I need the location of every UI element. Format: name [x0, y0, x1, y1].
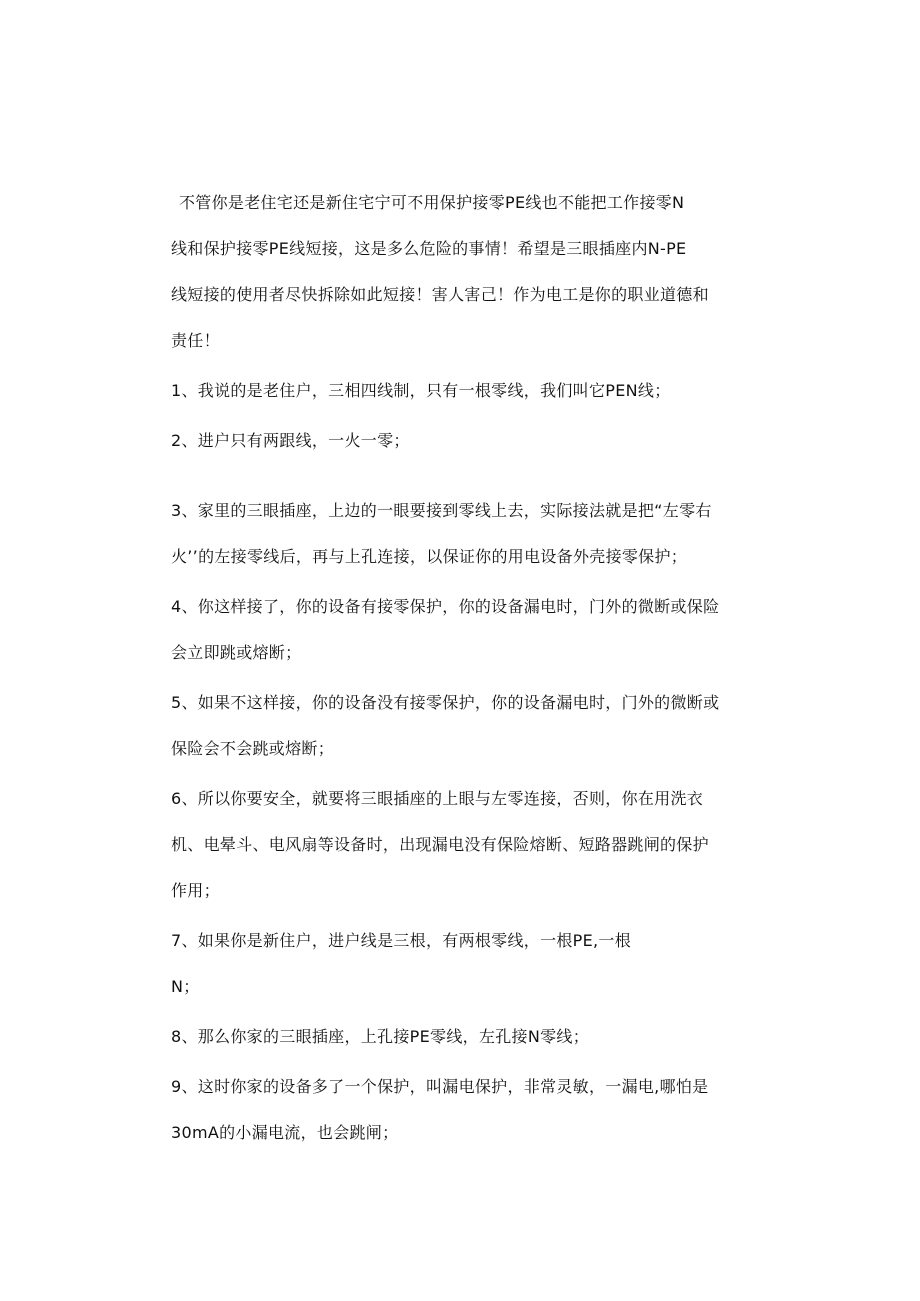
list-item-line: 会立即跳或熔断；: [171, 643, 302, 662]
list-item-line: 作用；: [171, 881, 220, 900]
document-body: [171, 180, 743, 1156]
list-item-line: N；: [171, 977, 200, 996]
list-item-line: 4、你这样接了，你的设备有接零保护，你的设备漏电时，门外的微断或保险: [171, 597, 720, 616]
list-item-line: 9、这时你家的设备多了一个保护，叫漏电保护，非常灵敏，一漏电,哪怕是: [171, 1077, 709, 1096]
list-item-line: 火’’的左接零线后，再与上孔连接，以保证你的用电设备外壳接零保护；: [171, 547, 688, 566]
list-item-line: 7、如果你是新住户，进户线是三根，有两根零线，一根PE,一根: [171, 931, 632, 950]
list-item-line: 2、进户只有两跟线，一火一零；: [171, 431, 410, 450]
intro-line: 不管你是老住宅还是新住宅宁可不用保护接零PE线也不能把工作接零N: [179, 193, 685, 212]
list-item-3: [171, 488, 743, 580]
list-item-line: 3、家里的三眼插座，上边的一眼要接到零线上去，实际接法就是把“左零右: [171, 501, 712, 520]
intro-line: 责任！: [171, 331, 220, 350]
list-item-2: [171, 418, 743, 464]
list-item-5: [171, 680, 743, 772]
list-item-line: 保险会不会跳或熔断；: [171, 739, 335, 758]
list-item-8: [171, 1014, 743, 1060]
intro-line: 线短接的使用者尽快拆除如此短接！害人害己！作为电工是你的职业道德和: [171, 285, 709, 304]
list-item-line: 6、所以你要安全，就要将三眼插座的上眼与左零连接，否则，你在用洗衣: [171, 789, 704, 808]
list-item-line: 8、那么你家的三眼插座，上孔接PE零线，左孔接N零线；: [171, 1027, 590, 1046]
list-item-line: 1、我说的是老住户，三相四线制，只有一根零线，我们叫它PEN线；: [171, 381, 671, 400]
list-item-1: [171, 368, 743, 414]
intro-paragraph: [171, 180, 743, 364]
list-item-7: [171, 918, 743, 1010]
list-item-line: 30mA的小漏电流，也会跳闸；: [171, 1123, 399, 1142]
list-item-4: [171, 584, 743, 676]
list-item-9: [171, 1064, 743, 1156]
list-item-6: [171, 776, 743, 914]
list-item-line: 机、电晕斗、电风扇等设备时，出现漏电没有保险熔断、短路器跳闸的保护: [171, 835, 709, 854]
list-item-line: 5、如果不这样接，你的设备没有接零保护，你的设备漏电时，门外的微断或: [171, 693, 720, 712]
intro-line: 线和保护接零PE线短接，这是多么危险的事情！希望是三眼插座内N-PE: [171, 239, 687, 258]
